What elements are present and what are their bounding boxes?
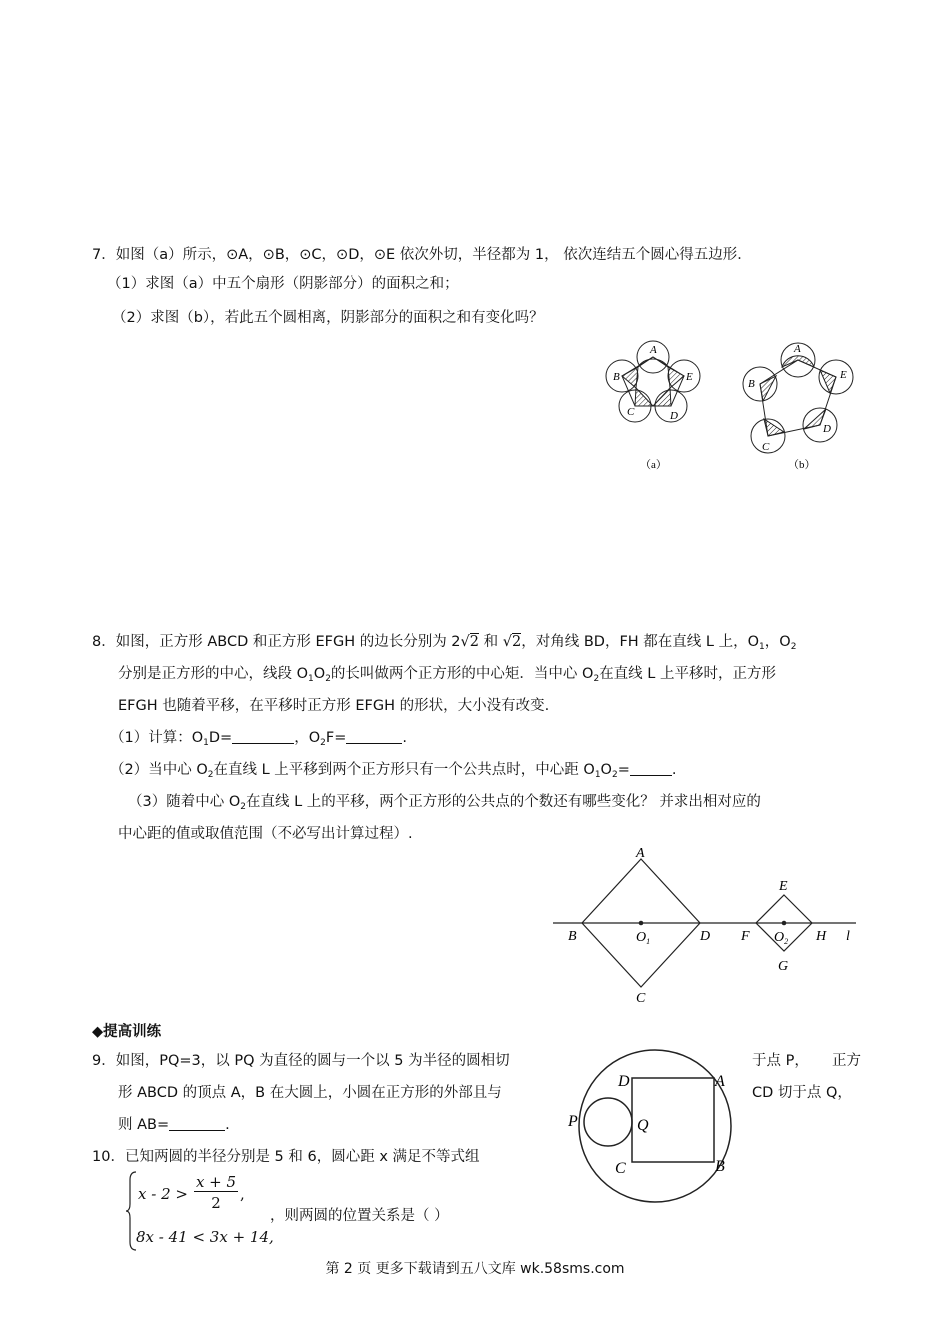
- q9-label-d: D: [618, 1073, 630, 1090]
- q8-label-h: H: [816, 929, 827, 944]
- ineq1-numerator: x + 5: [195, 1173, 237, 1191]
- q7-part2: （2）求图（b），若此五个圆相离，阴影部分的面积之和有变化吗？: [112, 310, 544, 326]
- fig-a-label-a: A: [650, 344, 657, 356]
- q10-tail: ，则两圆的位置关系是（ ）: [270, 1208, 449, 1224]
- ineq2: 8x - 41 < 3x + 14,: [136, 1228, 274, 1246]
- q8-line1: 8．如图，正方形 ABCD 和正方形 EFGH 的边长分别为 2√2 和 √2，对角线 BD，FH 都在直线 L 上，$O_1$，$O_2$: [92, 634, 797, 652]
- q9-line2: 形 ABCD 的顶点 A，B 在大圆上，小圆在正方形的外部且与: [118, 1085, 502, 1101]
- q8-label-b: B: [568, 929, 577, 944]
- q7-figure-a: [600, 335, 715, 475]
- answer-blank[interactable]: [232, 729, 294, 744]
- q9-line1: 9．如图，PQ=3，以 PQ 为直径的圆与一个以 5 为半径的圆相切: [92, 1053, 510, 1069]
- q9-label-a: A: [715, 1073, 725, 1090]
- fig-b-label-e: E: [840, 369, 847, 381]
- q10-line1: 10．已知两圆的半径分别是 5 和 6，圆心距 x 满足不等式组: [92, 1149, 480, 1165]
- page-footer: 第 2 页 更多下载请到五八文库 wk.58sms.com: [325, 1261, 625, 1277]
- answer-blank[interactable]: [169, 1116, 225, 1131]
- fig-a-label-d: D: [670, 410, 678, 422]
- ineq1-comma: ,: [240, 1185, 245, 1203]
- q8-label-f: F: [741, 929, 750, 944]
- q9-label-p: P: [568, 1113, 578, 1130]
- q8-figure: [548, 845, 863, 1010]
- answer-blank[interactable]: [630, 761, 672, 776]
- q9-label-q: Q: [637, 1117, 649, 1134]
- q8-part2: （2）当中心 $O_2$在直线 L 上平移到两个正方形只有一个公共点时，中心距 $O_1O_2=$ .: [110, 762, 677, 780]
- section-title: ◆提高训练: [92, 1024, 162, 1040]
- fig-a-label-b: B: [613, 371, 620, 383]
- fig-a-caption: （a）: [640, 459, 667, 471]
- q8-part1: （1）计算：$O_1D=$ ，$O_2F=$ .: [110, 730, 407, 748]
- q9-label-c: C: [615, 1160, 626, 1177]
- q8-label-o1: $O_1$: [636, 930, 651, 946]
- fig-a-label-c: C: [627, 406, 635, 418]
- fig-b-label-c: C: [762, 441, 770, 453]
- fig-b-label-b: B: [748, 378, 755, 390]
- q8-line2: 分别是正方形的中心，线段 $O_1O_2$的长叫做两个正方形的中心矩．当中心 $O_2$在直线 L 上平移时，正方形: [118, 666, 776, 684]
- q8-label-l: l: [846, 929, 850, 944]
- q10-inequality-system: [126, 1170, 274, 1252]
- q8-label-g: G: [778, 959, 789, 974]
- q7-figure-b: [730, 335, 860, 475]
- q9-label-b: B: [715, 1158, 725, 1175]
- q8-label-o2: $O_2$: [774, 930, 789, 946]
- q7-part1: （1）求图（a）中五个扇形（阴影部分）的面积之和；: [107, 276, 459, 292]
- fig-a-label-e: E: [686, 371, 693, 383]
- q8-label-d: D: [700, 929, 711, 944]
- q9-line1-right-a: 于点 P，: [752, 1053, 809, 1069]
- q7-line1: 7．如图（a）所示，⊙A，⊙B，⊙C，⊙D，⊙E 依次外切，半径都为 1， 依次连结五个圆心得五边形．: [92, 247, 752, 263]
- q8-line3: EFGH 也随着平移，在平移时正方形 EFGH 的形状，大小没有改变.: [118, 698, 550, 714]
- q9-line2-right: CD 切于点 Q，: [752, 1085, 852, 1101]
- q9-line3: 则 AB= .: [118, 1117, 230, 1133]
- sqrt-symbol: √: [460, 634, 470, 650]
- fig-b-caption: （b）: [788, 459, 816, 471]
- fig-b-label-d: D: [823, 423, 831, 435]
- q8-part3-line2: 中心距的值或取值范围（不必写出计算过程）.: [118, 826, 413, 842]
- q9-figure: [560, 1040, 750, 1215]
- ineq1-denominator: 2: [211, 1194, 221, 1212]
- ineq1-left: x - 2 >: [138, 1185, 188, 1203]
- q9-line1-right-b: 正方: [832, 1053, 861, 1069]
- q8-label-a: A: [636, 846, 645, 861]
- q8-label-c: C: [636, 991, 646, 1006]
- q8-label-e: E: [779, 879, 788, 894]
- q8-part3: （3）随着中心 $O_2$在直线 L 上的平移，两个正方形的公共点的个数还有哪些变化？ 并求出相对应的: [128, 794, 761, 812]
- fig-b-label-a: A: [794, 343, 801, 355]
- answer-blank[interactable]: [346, 729, 402, 744]
